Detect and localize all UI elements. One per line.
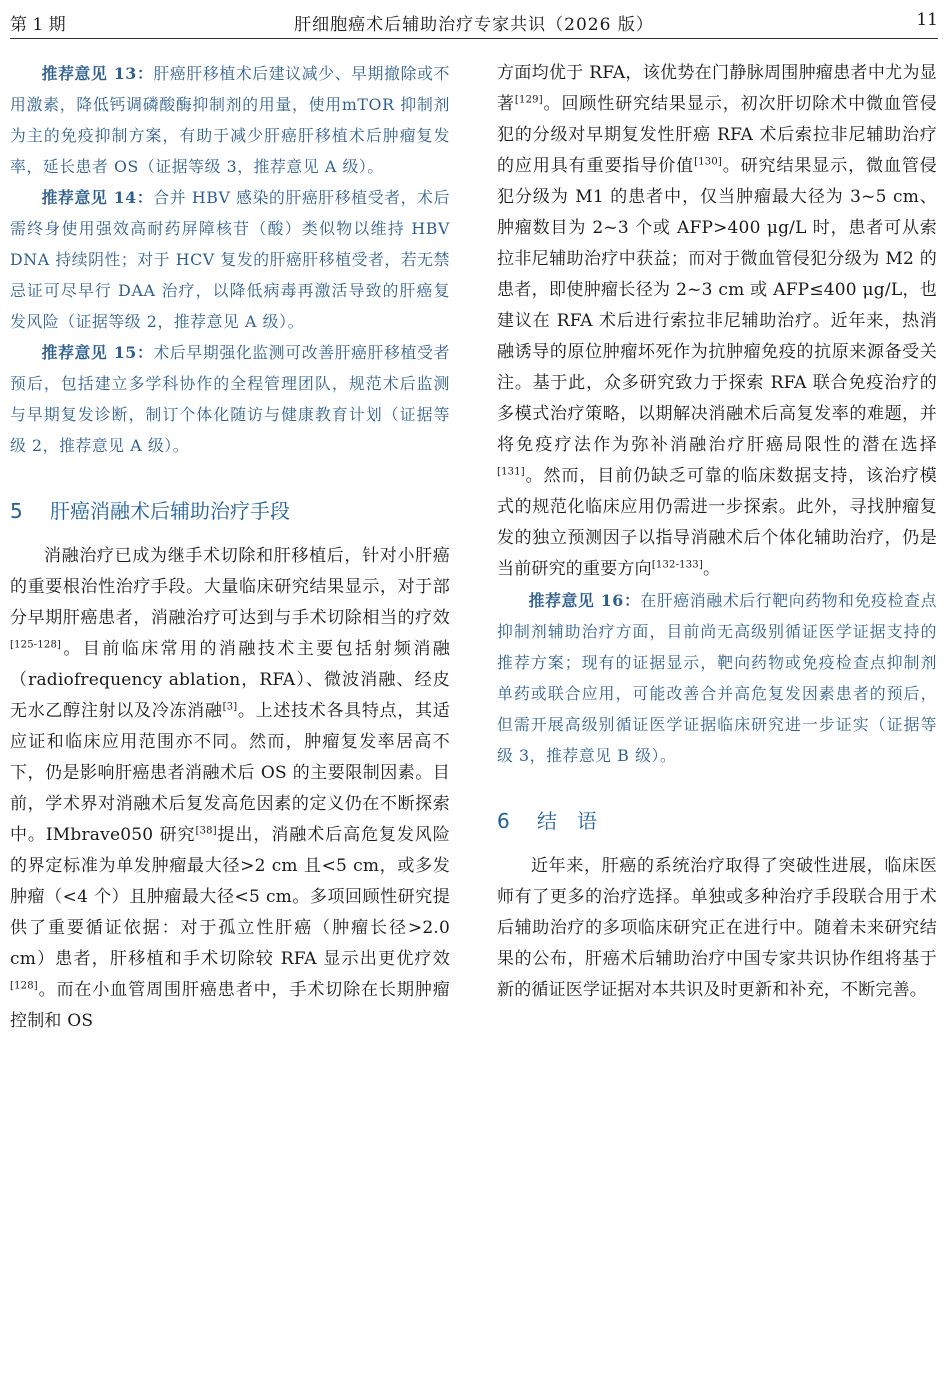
section-6-heading: [497, 791, 937, 851]
section-number: 6: [497, 809, 510, 833]
text-run: 。回顾性研究结果显示，初次肝切除术中微血管侵犯的分级对早期复发性肝癌 RFA 术后索拉非尼辅助治疗的应用具有重要指导价值: [497, 94, 937, 176]
text-run: 。: [702, 559, 721, 579]
recommendation-text: 合并 HBV 感染的肝癌肝移植受者，术后需终身使用强效高耐药屏障核苷（酸）类似物以维持 HBV DNA 持续阴性；对于 HCV 复发的肝癌肝移植受者，若无禁忌证可尽早行 DAA 治疗，以降低病毒再激活导致的肝癌复发风险（证据等级 2，推荐意见 A 级）。: [10, 188, 450, 331]
citation: [130]: [694, 156, 722, 168]
text-run: 方面均优于 RFA，该优势在门静脉周围肿瘤患者中尤为显著: [497, 63, 937, 114]
section-number: 5: [10, 499, 23, 523]
right-column: [497, 58, 937, 1006]
text-run: 。目前临床常用的消融技术主要包括射频消融（radiofrequency ablation，RFA）、微波消融、经皮无水乙醇注射以及冷冻消融: [10, 639, 450, 721]
section-title: 结 语: [537, 809, 597, 833]
issue-number: 第 1 期: [10, 15, 66, 35]
citation: [132-133]: [651, 559, 703, 571]
text-run: 。然而，目前仍缺乏可靠的临床数据支持，该治疗模式的规范化临床应用仍需进一步探索。此外，寻找肿瘤复发的独立预测因子以指导消融术后个体化辅助治疗，仍是当前研究的重要方向: [497, 466, 937, 579]
text-run: 。上述技术各具特点，其适应证和临床应用范围亦不同。然而，肿瘤复发率居高不下，仍是影响肝癌患者消融术后 OS 的主要限制因素。目前，学术界对消融术后复发高危因素的定义仍在不断探索中。IMbrave050 研究: [10, 701, 451, 845]
recommendation-label: 推荐意见 15：: [41, 343, 154, 362]
running-header: [10, 6, 938, 39]
recommendation-text: 在肝癌消融术后行靶向药物和免疫检查点抑制剂辅助治疗方面，目前尚无高级别循证医学证据支持的推荐方案；现有的证据显示，靶向药物或免疫检查点抑制剂单药或联合应用，可能改善合并高危复发因素患者的预后，但需开展高级别循证医学证据临床研究进一步证实（证据等级 3，推荐意见 B 级）。: [497, 591, 937, 765]
conclusion-paragraph: 近年来，肝癌的系统治疗取得了突破性进展，临床医师有了更多的治疗选择。单独或多种治疗手段联合用于术后辅助治疗的多项临床研究正在进行中。随着未来研究结果的公布，肝癌术后辅助治疗中国专家共识协作组将基于新的循证医学证据对本共识及时更新和补充，不断完善。: [497, 856, 937, 1000]
recommendation-label: 推荐意见 13：: [41, 64, 154, 83]
recommendation-text: 肝癌肝移植术后建议减少、早期撤除或不用激素，降低钙调磷酸酶抑制剂的用量，使用mTOR 抑制剂为主的免疫抑制方案，有助于减少肝癌肝移植术后肿瘤复发率，延长患者 OS（证据等级 3，推荐意见 A 级）。: [10, 64, 450, 176]
recommendation-13: [10, 58, 450, 182]
body-paragraph-continued: [497, 58, 937, 585]
recommendation-14: [10, 182, 450, 337]
page-number: 11: [916, 10, 938, 30]
citation: [128]: [10, 980, 38, 992]
running-title: 肝细胞癌术后辅助治疗专家共识（2026 版）: [294, 15, 654, 35]
citation: [125-128]: [10, 639, 62, 651]
recommendation-label: 推荐意见 14：: [41, 188, 154, 207]
text-run: 消融治疗已成为继手术切除和肝移植后，针对小肝癌的重要根治性治疗手段。大量临床研究结果显示，对于部分早期肝癌患者，消融治疗可达到与手术切除相当的疗效: [10, 546, 450, 628]
body-paragraph: [10, 541, 450, 1037]
recommendation-label: 推荐意见 16：: [528, 591, 641, 610]
recommendation-text: 术后早期强化监测可改善肝癌肝移植受者预后，包括建立多学科协作的全程管理团队，规范术后监测与早期复发诊断，制订个体化随访与健康教育计划（证据等级 2，推荐意见 A 级）。: [10, 343, 450, 455]
text-run: 。而在小血管周围肝癌患者中，手术切除在长期肿瘤控制和 OS: [10, 980, 450, 1031]
citation: [131]: [497, 466, 525, 478]
citation: [129]: [514, 94, 543, 106]
section-title: 肝癌消融术后辅助治疗手段: [50, 499, 290, 523]
citation: [38]: [195, 825, 217, 837]
recommendation-15: [10, 337, 450, 461]
left-column: [10, 58, 450, 1037]
text-run: 。研究结果显示，微血管侵犯分级为 M1 的患者中，仅当肿瘤最大径为 3~5 cm、肿瘤数目为 2~3 个或 AFP>400 μg/L 时，患者可从索拉非尼辅助治疗中获益；而对于微血管侵犯分级为 M2 的患者，即使肿瘤长径为 2~3 cm 或 AFP≤400 μg/L，也建议在 RFA 术后进行索拉非尼辅助治疗。近年来，热消融诱导的原位肿瘤坏死作为抗肿瘤免疫的抗原来源备受关注。基于此，众多研究致力于探索 RFA 联合免疫治疗的多模式治疗策略，以期解决消融术后高复发率的难题，并将免疫疗法作为弥补消融治疗肝癌局限性的潜在选择: [497, 156, 937, 455]
recommendation-16: [497, 585, 937, 771]
section-5-heading: [10, 481, 450, 541]
text-run: 提出，消融术后高危复发风险的界定标准为单发肿瘤最大径>2 cm 且<5 cm，或多发肿瘤（<4 个）且肿瘤最大径<5 cm。多项回顾性研究提供了重要循证依据：对于孤立性肝癌（肿瘤长径>2.0 cm）患者，肝移植和手术切除较 RFA 显示出更优疗效: [10, 825, 450, 969]
citation: [3]: [222, 701, 238, 713]
